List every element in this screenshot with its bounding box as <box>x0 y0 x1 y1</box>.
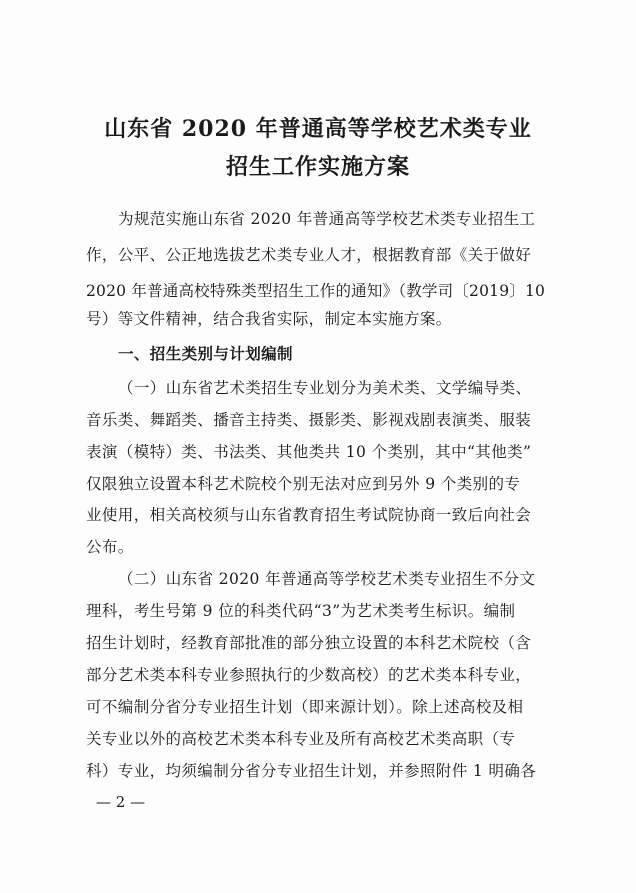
body-line: （一）山东省艺术类招生专业划分为美术类、文学编导类、 <box>118 379 532 397</box>
body-line: 关专业以外的高校艺术类本科专业及所有高校艺术类高职（专 <box>86 730 516 748</box>
body-line: 仅限独立设置本科艺术院校个别无法对应到另外 9 个类别的专 <box>86 475 521 493</box>
body-line: （二）山东省 2020 年普通高等学校艺术类专业招生不分文 <box>118 570 536 588</box>
body-line: 2020 年普通高校特殊类型招生工作的通知》（教学司〔2019〕10 <box>86 282 546 300</box>
document-title-line-2: 招生工作实施方案 <box>225 154 410 180</box>
body-line: 公布。 <box>86 538 134 556</box>
body-line: 科）专业，均须编制分省分专业招生计划，并参照附件 1 明确各 <box>86 762 537 780</box>
body-line: 号）等文件精神，结合我省实际，制定本实施方案。 <box>86 310 452 328</box>
body-line: 业使用，相关高校须与山东省教育招生考试院协商一致后向社会 <box>86 506 532 524</box>
body-line: 表演（模特）类、书法类、其他类共 10 个类别，其中“其他类” <box>86 443 532 461</box>
body-line: 作，公平、公正地选拔艺术类专业人才，根据教育部《关于做好 <box>86 246 532 264</box>
body-line: 为规范实施山东省 2020 年普通高等学校艺术类专业招生工 <box>118 210 536 228</box>
body-line: 可不编制分省分专业招生计划（即来源计划）。除上述高校及相 <box>86 698 524 716</box>
page-number: — 2 — <box>96 793 146 811</box>
body-line: 招生计划时，经教育部批准的部分独立设置的本科艺术院校（含 <box>86 634 532 652</box>
document-title-line-1: 山东省 2020 年普通高等学校艺术类专业 <box>104 116 532 142</box>
body-line: 音乐类、舞蹈类、播音主持类、摄影类、影视戏剧表演类、服装 <box>86 411 532 429</box>
section-heading: 一、招生类别与计划编制 <box>118 345 293 363</box>
body-line: 理科，考生号第 9 位的科类代码“3”为艺术类考生标识。编制 <box>86 602 516 620</box>
body-line: 部分艺术类本科专业参照执行的少数高校）的艺术类本科专业， <box>86 666 532 684</box>
